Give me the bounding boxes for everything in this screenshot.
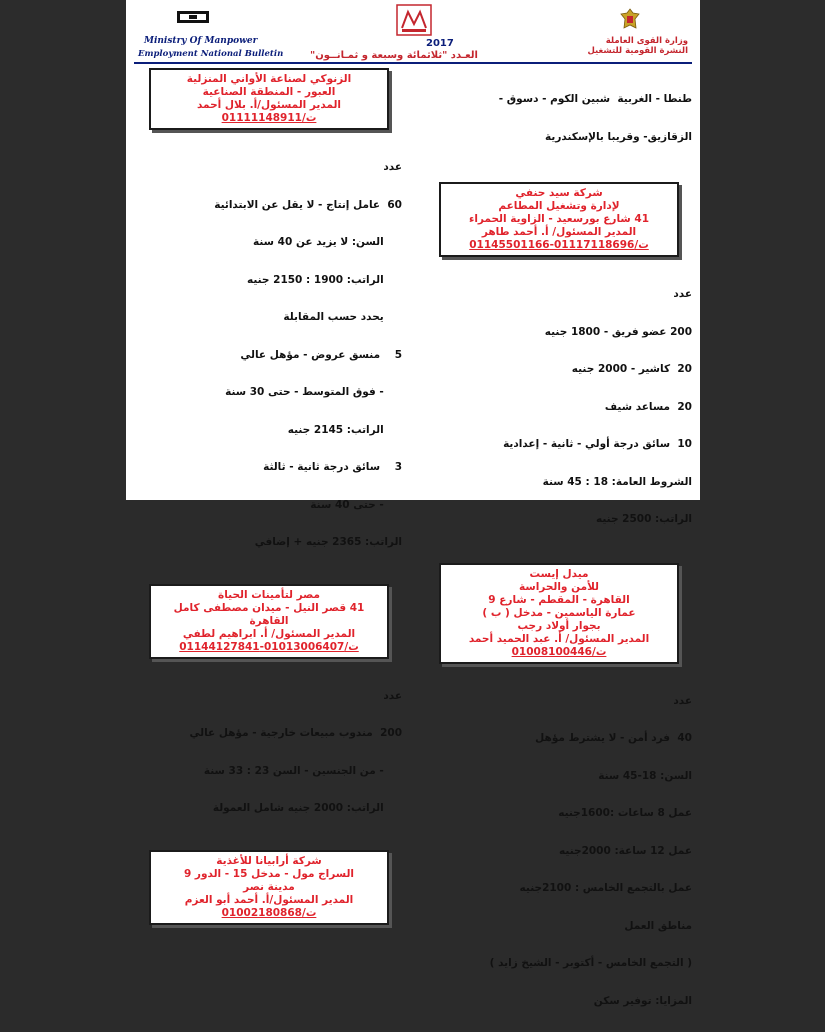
company-phone: ت/01117118696-01145501166	[447, 239, 671, 252]
intro-text	[426, 68, 692, 168]
company-manager: المدير المسئول/أ. بلال أحمد	[157, 99, 381, 112]
company-phone: ت/01002180868	[157, 907, 381, 920]
company-phone: ت/01008100446	[447, 646, 671, 659]
job-line: عمل 12 ساعة: 2000جنيه	[426, 845, 692, 858]
company-manager: المدير المسئول/ أ. عبد الحميد أحمد	[447, 633, 671, 646]
intro-line: الزقازيق- وقريبا بالإسكندرية	[426, 131, 692, 144]
job-line: عدد	[136, 161, 402, 174]
intro-line: طنطا - الغربية شبين الكوم - دسوق -	[426, 93, 692, 106]
job-line: المزايا: توفير سكن	[426, 995, 692, 1008]
eagle-crest-icon	[620, 8, 640, 30]
job-line: 10 سائق درجة أولي - ثانية - إعدادية	[426, 438, 692, 451]
job-line: يحدد حسب المقابلة	[136, 311, 402, 324]
company-line: لإدارة وتشغيل المطاعم	[447, 200, 671, 213]
ministry-ar-line-2: النشرة القومية للتشغيل	[587, 46, 688, 56]
job-line: 200 مندوب مبيعات خارجية - مؤهل عالي	[136, 727, 402, 740]
company-name: ميدل إيست	[447, 568, 671, 581]
company-line: للأمن والحراسة	[447, 581, 671, 594]
flag-logo-icon	[176, 8, 210, 26]
job-line: الراتب: 2365 جنيه + إضافي	[136, 536, 402, 549]
company-name: شركة أرابيانا للأغذية	[157, 855, 381, 868]
job-line: عمل 8 ساعات :1600جنيه	[426, 807, 692, 820]
ministry-emblem-icon	[396, 4, 432, 36]
job-line: 40 فرد أمن - لا يشترط مؤهل	[426, 732, 692, 745]
company-manager: المدير المسئول/أ. أحمد أبو العزم	[157, 894, 381, 907]
job-line: عدد	[136, 690, 402, 703]
job-line: السن: لا يزيد عن 40 سنة	[136, 236, 402, 249]
issue-number-ar: العـدد "ثلاثمائة وسبعة و ثمـانــون"	[310, 50, 478, 61]
job-line: 20 كاشير - 2000 جنيه	[426, 363, 692, 376]
bulletin-page	[126, 0, 700, 500]
company-address: القاهرة - المقطم - شارع 9	[447, 594, 671, 607]
company-address: 41 شارع بورسعيد - الزاوية الحمراء	[447, 213, 671, 226]
ministry-name-en: Ministry Of Manpower	[144, 36, 257, 46]
company-address: بجوار أولاد رجب	[447, 620, 671, 633]
company-box-arabiana	[149, 850, 389, 925]
job-line: الراتب: 2500 جنيه	[426, 513, 692, 526]
left-gutter	[0, 0, 126, 500]
ministry-name-ar	[587, 36, 688, 56]
company-box-middle-east	[439, 563, 679, 664]
job-line: مناطق العمل	[426, 920, 692, 933]
job-line: الراتب: 2145 جنيه	[136, 424, 402, 437]
job-line: 200 عضو فريق - 1800 جنيه	[426, 326, 692, 339]
company-address: 41 قصر النيل - ميدان مصطفى كامل	[157, 602, 381, 615]
company-phone: ت/01013006407-01144127841	[157, 641, 381, 654]
job-details	[426, 670, 692, 1032]
job-line: 20 مساعد شيف	[426, 401, 692, 414]
left-column	[136, 68, 402, 925]
bulletin-name-en: Employment National Bulletin	[138, 49, 283, 59]
job-line: 60 عامل إنتاج - لا يقل عن الابتدائية	[136, 199, 402, 212]
job-line: - حتى 40 سنة	[136, 499, 402, 512]
company-address: مدينة نصر	[157, 881, 381, 894]
company-manager: المدير المسئول/ أ. أحمد طاهر	[447, 226, 671, 239]
company-name: الزنوكي لصناعة الأواني المنزلية	[157, 73, 381, 86]
job-line: - من الجنسين - السن 23 : 33 سنة	[136, 765, 402, 778]
right-gutter	[699, 0, 825, 500]
company-box-zanoky	[149, 68, 389, 130]
job-line: 5 منسق عروض - مؤهل عالي	[136, 349, 402, 362]
job-line: عدد	[426, 695, 692, 708]
company-box-sayed-hanafy	[439, 182, 679, 257]
job-line: 3 سائق درجة ثانية - ثالثة	[136, 461, 402, 474]
company-address: القاهرة	[157, 615, 381, 628]
company-name: شركة سيد حنفي	[447, 187, 671, 200]
page-header	[126, 0, 700, 64]
company-address: عمارة الياسمين - مدخل ( ب )	[447, 607, 671, 620]
company-address: السراج مول - مدخل 15 - الدور 9	[157, 868, 381, 881]
issue-year: 2017	[426, 38, 454, 49]
company-name: مصر لتأمينات الحياة	[157, 589, 381, 602]
job-details	[426, 263, 692, 551]
company-phone: ت/01111148911	[157, 112, 381, 125]
job-line: ( التجمع الخامس - أكتوبر - الشيخ زايد )	[426, 957, 692, 970]
company-manager: المدير المسئول/ أ. ابراهيم لطفي	[157, 628, 381, 641]
job-line: عمل بالتجمع الخامس : 2100جنيه	[426, 882, 692, 895]
job-details	[136, 136, 402, 574]
job-line: الشروط العامة: 18 : 45 سنة	[426, 476, 692, 489]
job-line: - فوق المتوسط - حتى 30 سنة	[136, 386, 402, 399]
job-line: الراتب: 1900 : 2150 جنيه	[136, 274, 402, 287]
job-line: عدد	[426, 288, 692, 301]
ministry-ar-line-1: وزارة القوى العاملة	[587, 36, 688, 46]
job-line: الراتب: 2000 جنيه شامل العمولة	[136, 802, 402, 815]
right-column	[426, 68, 692, 1032]
company-box-misr-life	[149, 584, 389, 659]
header-divider	[134, 62, 692, 64]
job-details	[136, 665, 402, 840]
company-address: العبور - المنطقة الصناعية	[157, 86, 381, 99]
job-line: السن: 18-45 سنة	[426, 770, 692, 783]
